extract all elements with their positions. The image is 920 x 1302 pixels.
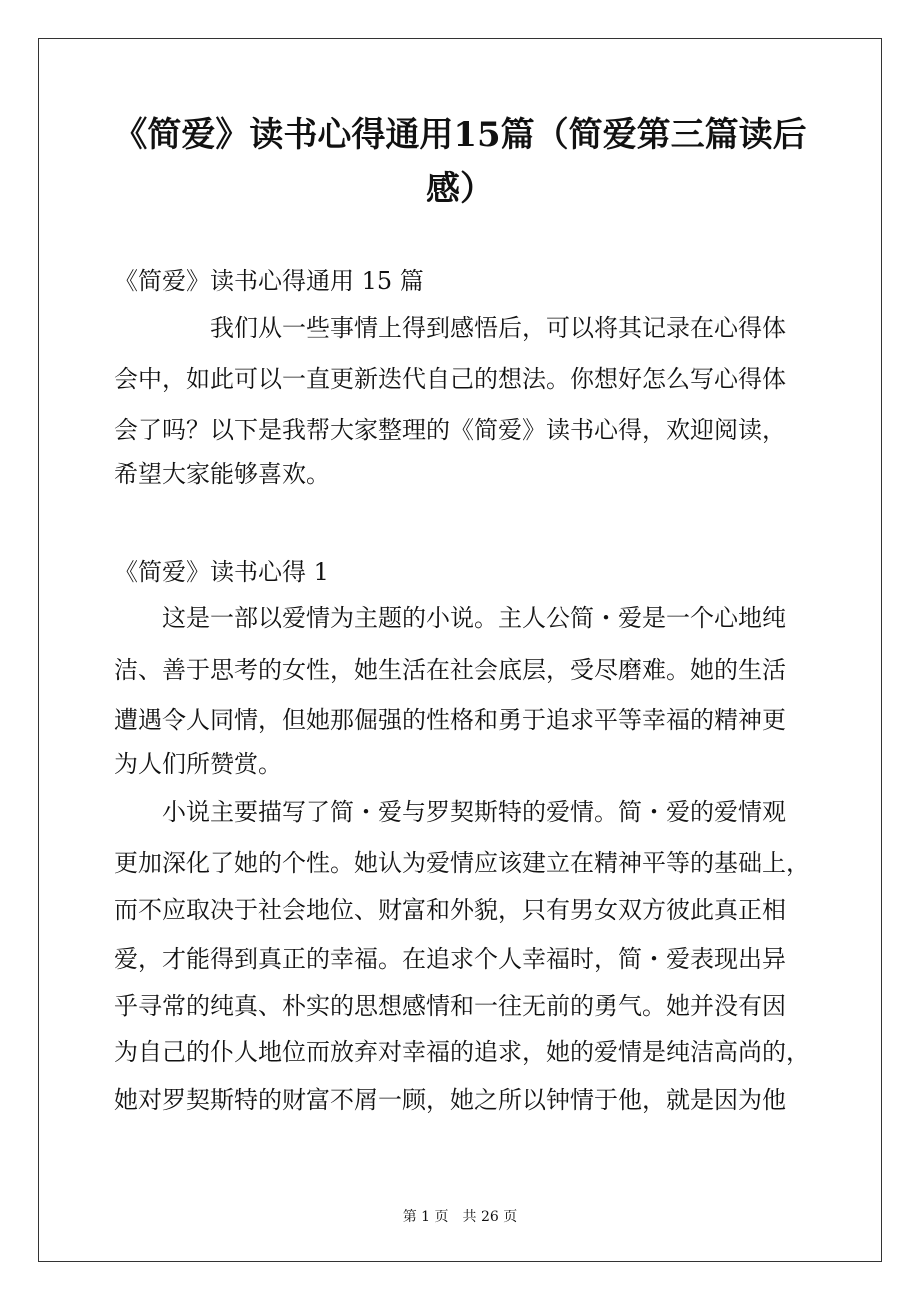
section-line: 小说主要描写了简・爱与罗契斯特的爱情。简・爱的爱情观 xyxy=(162,798,786,826)
intro-line: 会中，如此可以一直更新迭代自己的想法。你想好怎么写心得体 xyxy=(114,365,786,393)
section-line: 这是一部以爱情为主题的小说。主人公简・爱是一个心地纯 xyxy=(162,604,786,632)
page-number: 第 1 页 共 26 页 xyxy=(402,1209,518,1225)
section-line: 更加深化了她的个性。她认为爱情应该建立在精神平等的基础上， xyxy=(114,849,810,877)
document-title: 《简爱》读书心得通用15篇（简爱第三篇读后感） xyxy=(113,115,807,209)
page-border xyxy=(38,38,882,1262)
section-line: 为人们所赞赏。 xyxy=(114,750,282,778)
section-line: 遭遇令人同情，但她那倔强的性格和勇于追求平等幸福的精神更 xyxy=(114,706,786,734)
section-line: 为自己的仆人地位而放弃对幸福的追求，她的爱情是纯洁高尚的， xyxy=(114,1038,810,1066)
section-line: 爱，才能得到真正的幸福。在追求个人幸福时，简・爱表现出异 xyxy=(114,945,786,973)
section-line: 她对罗契斯特的财富不屑一顾，她之所以钟情于他，就是因为他 xyxy=(114,1086,786,1114)
intro-line: 我们从一些事情上得到感悟后，可以将其记录在心得体 xyxy=(210,314,786,342)
section-line: 而不应取决于社会地位、财富和外貌，只有男女双方彼此真正相 xyxy=(114,896,786,924)
intro-line: 希望大家能够喜欢。 xyxy=(114,460,330,488)
intro-heading: 《简爱》读书心得通用 15 篇 xyxy=(114,267,424,295)
section-line: 洁、善于思考的女性，她生活在社会底层，受尽磨难。她的生活 xyxy=(114,656,786,684)
section-heading: 《简爱》读书心得 1 xyxy=(114,558,329,586)
intro-line: 会了吗？以下是我帮大家整理的《简爱》读书心得，欢迎阅读， xyxy=(114,416,786,444)
section-line: 乎寻常的纯真、朴实的思想感情和一往无前的勇气。她并没有因 xyxy=(114,992,786,1020)
